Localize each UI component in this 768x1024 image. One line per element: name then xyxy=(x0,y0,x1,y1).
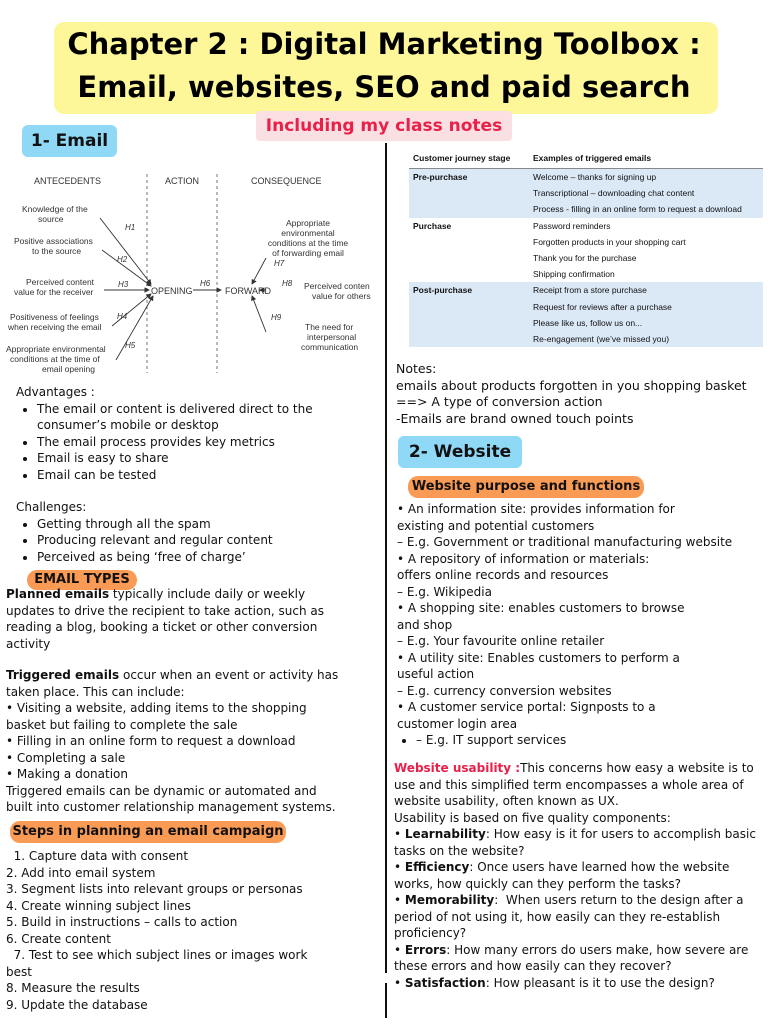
table-row xyxy=(409,169,763,186)
table-cell-stage xyxy=(409,201,529,217)
table-row xyxy=(409,331,763,347)
svg-text:H9: H9 xyxy=(271,313,282,322)
table-cell-example: Receipt from a store purchase xyxy=(529,282,763,298)
step-item: 5. Build in instructions – calls to action xyxy=(6,915,238,929)
component-name: Efficiency xyxy=(404,860,470,874)
notes-block xyxy=(396,361,747,427)
table-cell-stage xyxy=(409,185,529,201)
page-subtitle: Including my class notes xyxy=(256,111,512,141)
triggered-emails-table xyxy=(409,148,763,347)
table-cell-stage xyxy=(409,266,529,282)
column-divider-bottom xyxy=(385,983,387,1018)
component-name: Learnability xyxy=(404,827,486,841)
note-line: emails about products forgotten in you shopping basket xyxy=(396,377,747,393)
planned-emails-block: Planned emails typically include daily or weekly updates to drive the recipient to take action, such as reading a blog, booking a ticket or other conversion activity xyxy=(6,587,325,651)
table-cell-example: Request for reviews after a purchase xyxy=(529,299,763,315)
step-item: 2. Add into email system xyxy=(6,865,156,880)
advantages-block xyxy=(16,384,313,483)
svg-text:H4: H4 xyxy=(117,312,128,321)
table-cell-example: Password reminders xyxy=(533,220,611,231)
table-cell-example: Welcome – thanks for signing up xyxy=(529,169,763,186)
table-row xyxy=(409,250,763,266)
diagram-col-antecedents: ANTECEDENTS xyxy=(34,176,102,186)
email-heading: 1- Email xyxy=(22,125,117,157)
diagram-opening: OPENING xyxy=(151,286,193,296)
table-cell-stage: Purchase xyxy=(413,220,452,231)
svg-text:H7: H7 xyxy=(274,259,285,268)
component-name: Errors xyxy=(404,942,447,957)
challenge-item: • Getting through all the spam xyxy=(37,516,273,533)
table-cell-example: Thank you for the purchase xyxy=(533,253,637,264)
table-cell-stage xyxy=(409,315,529,331)
step-item: 9. Update the database xyxy=(6,997,148,1012)
note-line: -Emails are brand owned touch points xyxy=(396,410,634,426)
svg-text:H8: H8 xyxy=(282,279,293,288)
svg-text:H3: H3 xyxy=(118,280,129,289)
diagram-item-knowledge: Knowledge of the source xyxy=(22,204,88,224)
table-row xyxy=(409,218,763,234)
notes-title: Notes: xyxy=(396,361,437,376)
diagram-item-others-value: Perceived conten value for others xyxy=(304,281,371,301)
diagram-item-interpersonal: The need for interpersonal communication xyxy=(301,322,359,352)
diagram-col-consequence: CONSEQUENCE xyxy=(251,176,322,186)
triggered-emails-label: Triggered emails xyxy=(6,668,120,682)
advantage-item: • The email process provides key metrics xyxy=(37,434,313,451)
table-cell-stage xyxy=(409,299,529,315)
table-header: Examples of triggered emails xyxy=(529,148,763,169)
steps-heading: Steps in planning an email campaign xyxy=(10,821,286,843)
svg-text:H2: H2 xyxy=(117,255,128,264)
table-cell-example: Forgotten products in your shopping cart xyxy=(533,236,686,247)
website-purpose-heading: Website purpose and functions xyxy=(408,476,644,498)
advantage-item: • The email or content is delivered direct to the xyxy=(37,401,313,418)
table-cell-stage xyxy=(409,250,529,266)
diagram-col-action: ACTION xyxy=(165,176,200,186)
website-purpose-list: • An information site: provides information for existing and potential customers – E.g. Government or traditional manufacturing website • A repository of information or materials: offers online records and resources – E.g. Wikipedia • A shopping site: enables customers to browse and shop – E.g. Your favourite online retailer • A utility site: Enables customers to perform a useful action – E.g. currency conversion websites • A customer service portal: Signposts to a customer login area • – E.g. IT support services xyxy=(397,501,732,749)
step-item: 8. Measure the results xyxy=(6,981,140,995)
diagram-item-feelings: Positiveness of feelings when receiving the email xyxy=(8,312,102,332)
table-cell-example: Shipping confirmation xyxy=(533,269,615,280)
advantage-item: • Email can be tested xyxy=(37,467,313,484)
note-line: ==> A type of conversion action xyxy=(396,394,603,409)
website-usability-block: Website usability :This concerns how easy a website is to use and this simplified term encompasses a whole area of website usability, often known as UX. Usability is based on five quality components: • Learnability: How easy is it for users to accomplish basic tasks on the website? • Efficiency: Once users have learned how the website works, how quickly can they perform the tasks? • Memorability: When users return to the design after a period of not using it, how easily can they re-establish proficiency? • Errors: How many errors do users make, how severe are these errors and how easily can they recover? • Satisfaction: How pleasant is it to use the design? xyxy=(394,761,756,990)
table-cell-stage: Post-purchase xyxy=(409,282,529,298)
advantage-item-cont: consumer’s mobile or desktop xyxy=(37,418,219,432)
advantages-title: Advantages : xyxy=(16,385,95,399)
table-row xyxy=(409,315,763,331)
email-antecedents-diagram xyxy=(4,168,371,376)
email-types-heading: EMAIL TYPES xyxy=(27,570,137,590)
website-heading: 2- Website xyxy=(398,436,522,468)
table-cell-example: Re-engagement (we’ve missed you) xyxy=(529,331,763,347)
svg-text:H6: H6 xyxy=(200,279,211,288)
triggered-emails-block: Triggered emails occur when an event or activity has taken place. This can include: • Visiting a website, adding items to the shopping basket but failing to complete the sale • Filling in an online form to request a download • Completing a sale • Making a donation Triggered emails can be dynamic or automated and built into customer relationship management systems. xyxy=(6,668,339,814)
step-item: 4. Create winning subject lines xyxy=(6,898,191,913)
table-row xyxy=(409,266,763,282)
table-cell-example: Process - filling in an online form to request a download xyxy=(529,201,763,217)
usability-label: Website usability : xyxy=(394,761,521,775)
table-row xyxy=(409,185,763,201)
step-item: 7. Test to see which subject lines or images work xyxy=(6,948,308,962)
diagram-item-conditions: Appropriate environmental conditions at the time of email opening xyxy=(6,344,106,374)
challenge-item: • Perceived as being ‘free of charge’ xyxy=(37,549,273,566)
table-cell-stage: Pre-purchase xyxy=(409,169,529,186)
table-row xyxy=(409,234,763,250)
component-name: Memorability xyxy=(404,893,495,907)
advantage-item: • Email is easy to share xyxy=(37,450,313,467)
steps-list xyxy=(6,848,307,1013)
table-header-row xyxy=(409,148,763,169)
table-row xyxy=(409,282,763,298)
challenges-title: Challenges: xyxy=(16,500,87,514)
table-row xyxy=(409,299,763,315)
step-item: 3. Segment lists into relevant groups or personas xyxy=(6,882,303,896)
table-cell-example: Please like us, follow us on... xyxy=(529,315,763,331)
challenges-block xyxy=(16,499,273,565)
planned-emails-label: Planned emails xyxy=(6,587,110,601)
step-item: 1. Capture data with consent xyxy=(6,849,189,863)
svg-text:H1: H1 xyxy=(125,223,136,232)
table-header: Customer journey stage xyxy=(409,148,529,169)
table-cell-stage xyxy=(409,331,529,347)
challenge-item: • Producing relevant and regular content xyxy=(37,532,273,549)
table-cell-stage xyxy=(409,234,529,250)
svg-text:H5: H5 xyxy=(125,341,136,350)
diagram-item-perceived-value: Perceived content value for the receiver xyxy=(14,277,95,297)
page-title-line1: Chapter 2 : Digital Marketing Toolbox : xyxy=(67,27,701,61)
step-item: best xyxy=(6,964,32,979)
step-item: 6. Create content xyxy=(6,931,111,946)
column-divider xyxy=(385,143,387,973)
table-row xyxy=(409,201,763,217)
diagram-forward: FORWARD xyxy=(225,286,271,296)
diagram-item-forward-conditions: Appropriate environmental conditions at the time of forwarding email xyxy=(267,218,349,258)
diagram-item-associations: Positive associations to the source xyxy=(14,236,93,256)
page-title-line2: Email, websites, SEO and paid search xyxy=(77,70,691,104)
component-name: Satisfaction xyxy=(404,975,486,990)
table-cell-example: Transcriptional – downloading chat content xyxy=(529,185,763,201)
